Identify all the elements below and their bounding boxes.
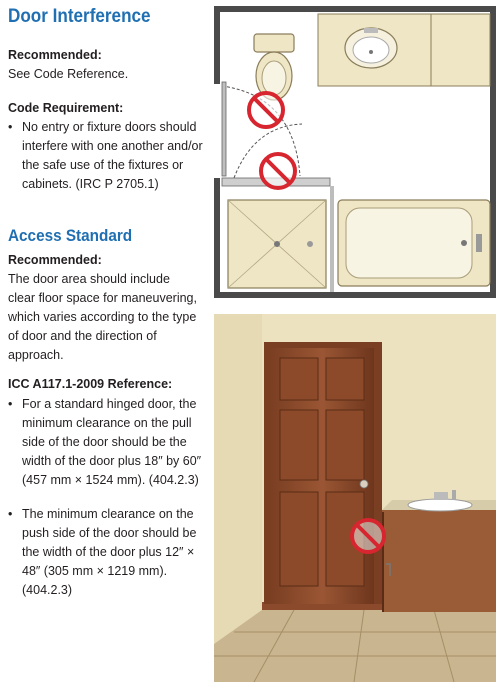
shower-valve [307, 241, 313, 247]
icc-item-2 [8, 505, 204, 600]
recommended-paragraph [8, 270, 198, 365]
vanity-faucet-handle [452, 490, 456, 500]
bullet: • [8, 397, 13, 411]
entry-door-leaf [222, 82, 226, 176]
side-wall [214, 314, 262, 644]
icc-text-1: For a standard hinged door, the minimum clearance on the pull side of the door should be the width of the door plus 18″ by 60″ (457 mm × 1524 mm). (404.2.3) [22, 397, 202, 487]
prohibited-icon [352, 520, 384, 552]
icc-reference-heading: ICC A117.1-2009 Reference: [8, 377, 173, 391]
prohibited-icon [249, 93, 283, 127]
code-requirement-item [8, 118, 204, 194]
icc-item-1 [8, 395, 204, 490]
shower-partition [330, 186, 334, 292]
vanity-faucet-icon [434, 492, 448, 500]
recommended-text: See Code Reference. [8, 67, 129, 81]
heading-door-interference: Door Interference [8, 6, 151, 27]
tub-drain [461, 240, 467, 246]
toilet-seat [262, 61, 286, 95]
code-requirement-heading: Code Requirement: [8, 101, 124, 115]
recommended-text-2: The door area should include clear floor space for maneuvering, which varies according to the type of door and the direction of approach. [8, 272, 197, 362]
shower-drain [274, 241, 280, 247]
vanity-cabinet [382, 510, 496, 612]
tub-basin [346, 208, 472, 278]
bullet: • [8, 120, 13, 134]
heading-access-standard: Access Standard [8, 226, 133, 245]
toilet-tank [254, 34, 294, 52]
vanity-counter [318, 14, 490, 86]
faucet-icon [364, 28, 378, 33]
prohibited-icon [261, 154, 295, 188]
recommended-heading-2: Recommended: [8, 253, 102, 267]
door-opening [214, 84, 222, 178]
bathroom-door-perspective [214, 314, 496, 682]
vanity-sink [408, 499, 472, 511]
bullet: • [8, 507, 13, 521]
icc-text-2: The minimum clearance on the push side of the door should be the width of the door plus 12″ × 48″ (305 mm × 1219 mm). (404.2.3) [22, 507, 197, 597]
code-requirement-text: No entry or fixture doors should interfere with one another and/or the safe use of the fixtures or cabinets. (IRC P 2705.1) [22, 120, 203, 191]
sink-drain [369, 50, 373, 54]
recommended-heading: Recommended: [8, 48, 102, 62]
tub-faucet-icon [476, 234, 482, 252]
door-knob-icon [360, 480, 368, 488]
bathroom-floor-plan [214, 6, 496, 298]
